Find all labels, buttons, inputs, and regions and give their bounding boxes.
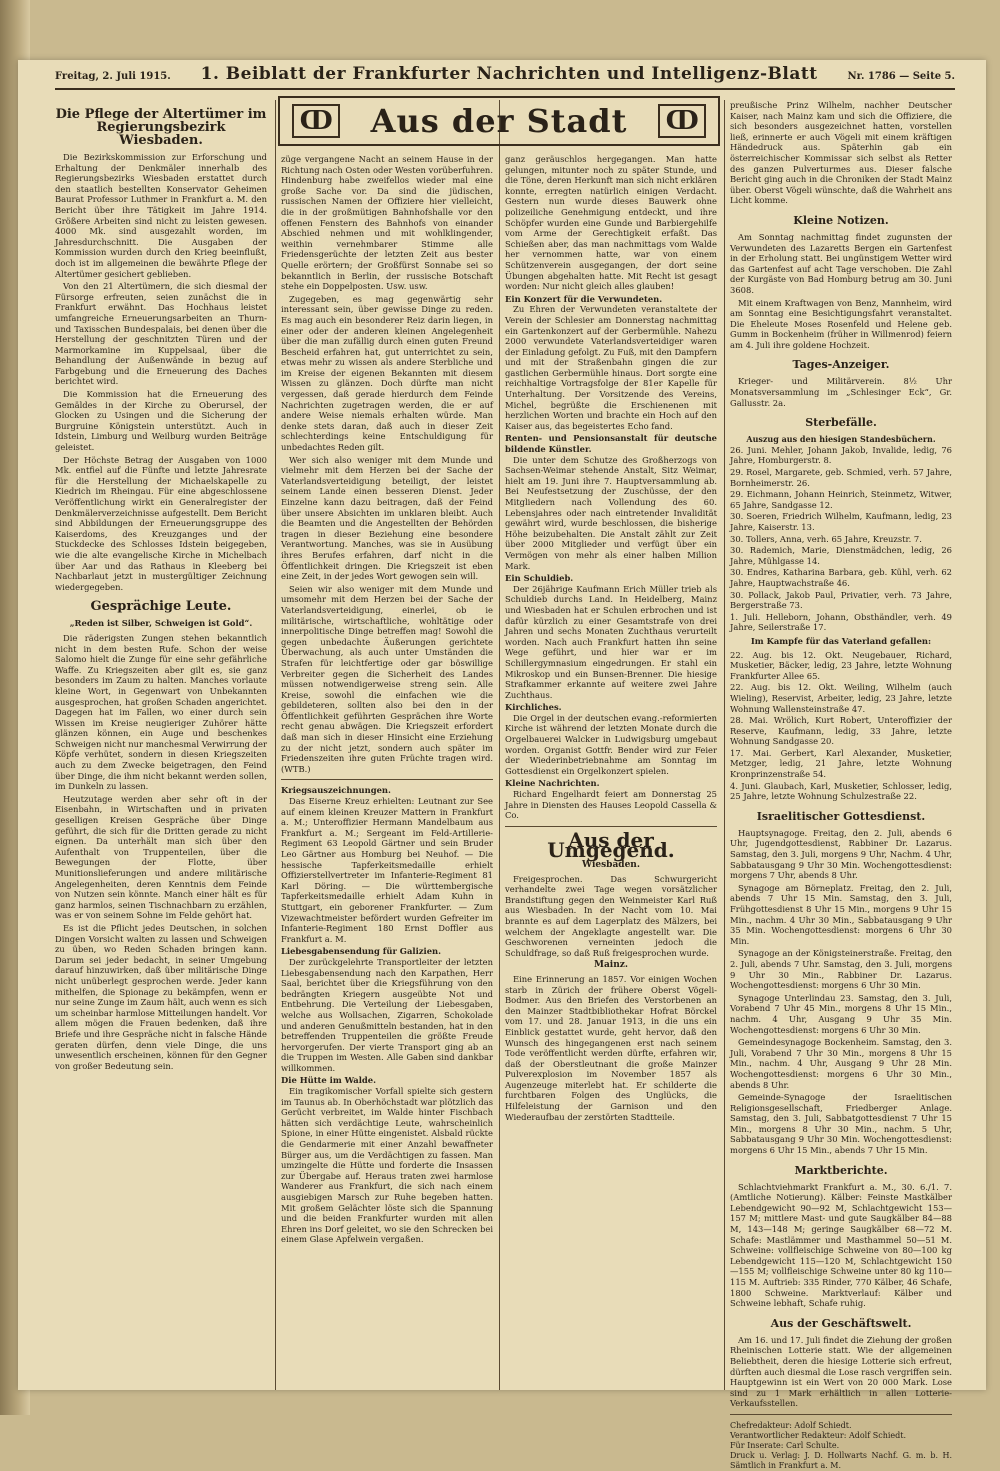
- article-title: Kriegsauszeichnungen.: [281, 785, 391, 796]
- article-paragraph: Der 26jährige Kaufmann Erich Müller trieb als Schuldieb durchs Land. In Heidelberg, Mainz und Wiesbaden hat er Schulen erbrochen und ist dafür kürzlich zu einer Gesamtstrafe von drei Jahren und sechs Monaten Zuchthaus verurteilt worden. Nach auch Frankfurt hatten ihn seine Wege geführt, und hier war er im Schillergymnasium eingedrungen. Er stahl ein Mikroskop und ein Bunsen-Brenner. Die hiesige Strafkammer erkannte auf weitere zwei Jahre Zuchthaus.: [505, 583, 717, 700]
- article-paragraph: Ein tragikomischer Vorfall spielte sich gestern im Taunus ab. In Oberhöchstadt war plötzlich das Gerücht verbreitet, im Walde hinter Fischbach hätten sich verdächtige Leute, wahrscheinlich Spione, in einer Hütte eingenistet. Alsbald rückte die Gendarmerie mit einer Anzahl bewaffneter Bürger aus, um die Verdächtigen zu fassen. Man umzingelte die Hütte und forderte die Insassen zur Übergabe auf. Heraus traten zwei harmlose Wanderer aus Frankfurt, die sich nach einem ausgiebigen Marsch zur Ruhe begeben hatten. Mit großem Gelächter löste sich die Spannung und die beiden Frankfurter wurden mit allen Ehren ins Dorf geleitet, wo sie den Schrecken bei einem Glase Apfelwein vergaßen.: [281, 1086, 493, 1245]
- article-paragraph: Die räderigsten Zungen stehen bekanntlich nicht in dem besten Rufe. Schon der weise Salomo hielt die Zunge für eine sehr gefährliche Waffe. Zu Kriegszeiten aber gilt es, sie ganz besonders im Zaum zu halten. Manches vorlaute kleine Wort, in Gegenwart von Unbekannten ausgesprochen, hat großen Schaden angerichtet. Dagegen hat im Fallen, wo einer durch sein Wissen im Kreise neugieriger Zuhörer hätte glänzen können, ein Auge und beschenkes Schweigen nicht nur manchesmal Verwirrung der Köpfe verhütet, sondern in diesen Kriegszeiten auch zu dem Zwecke beigetragen, den Feind über Dinge, die ihm nicht bekannt werden sollen, im Dunkeln zu lassen.: [55, 632, 267, 792]
- header-rule: [55, 88, 955, 90]
- article-paragraph: Das Eiserne Kreuz erhielten: Leutnant zur See auf einem kleinen Kreuzer Mattern in Frankfurt a. M.; Unteroffizier Hermann Mandelbaum aus Frankfurt a. M.; Sergeant im Feld-Artillerie-Regiment 63 Leopold Gärtner und sein Bruder Leo Gärtner aus Homburg bei Neuhof. — Die hessische Tapferkeitsmedaille erhielt Offizierstellvertreter im Infanterie-Regiment 81 Karl Döring. — Die württembergische Tapferkeitsmedaille erhielt Adam Kuhn in Stuttgart, ein geborener Frankfurter. — Zum Vizewachtmeister befördert wurden Gefreiter im Infanterie-Regiment 180 Ernst Doffler aus Frankfurt a. M.: [281, 796, 493, 944]
- column-rule: [499, 100, 500, 1390]
- list-item: 26. Juni. Mehler, Johann Jakob, Invalide, ledig, 76 Jahre, Homburgerstr. 8.: [730, 444, 952, 466]
- article-paragraph: Die Bezirkskommission zur Erforschung und Erhaltung der Denkmäler innerhalb des Regierungsbezirks Wiesbaden erstattet durch den staatlich bestellten Konservator Geheimen Baurat Professor Luthmer in Frankfurt a. M. den Bericht über ihre Tätigkeit im Jahre 1914. Größere Arbeiten sind nicht zu leisten gewesen. 4000 Mk. sind ausgezahlt worden, im Jahresdurchschnitt. Die Ausgaben der Kommission wurden durch den Krieg beeinflußt, doch ist im allgemeinen die bewährte Pflege der Altertümer gesichert geblieben.: [55, 152, 267, 279]
- article-paragraph: preußische Prinz Wilhelm, nachher Deutscher Kaiser, nach Mainz kam und sich die Offiziere, die sich besonders ausgezeichnet hatten, vorstellen ließ, erinnerte er auch Vögeli mit einem kräftigen Händedruck aus. Späterhin gab ein österreichischer Kommissar sich selbst als Retter des ganzen Pulverturmes aus. Dieser falsche Bericht ging auch in die Chroniken der Stadt Mainz über. Oberst Vögeli wünschte, daß die Wahrheit ans Licht komme.: [730, 100, 952, 206]
- list-item: 30. Tollers, Anna, verh. 65 Jahre, Kreuzstr. 7.: [730, 533, 922, 544]
- article-title: Sterbefälle.: [805, 416, 877, 430]
- divider: [505, 826, 717, 827]
- article-title: Die Pflege der Altertümer im Regierungsbezirk Wiesbaden.: [55, 107, 267, 148]
- article-subtitle: Im Kampfe für das Vaterland gefallen:: [750, 635, 932, 646]
- imprint-line: Verantwortlicher Redakteur: Adolf Schiedt.: [730, 1430, 907, 1440]
- article-paragraph: Der Höchste Betrag der Ausgaben von 1000 Mk. entfiel auf die Fünfte und letzte Jahresrate für die Herstellung der Michaelskapelle zu Kiedrich im Rheingau. Für eine abgeschlossene Veröffentlichung wirkt ein Generalregister der Denkmälerverzeichnisse aufgestellt. Dem Bericht sind Abbildungen der Erneuerungsgruppe des Kaiserdoms, des Kreuzganges und der Stuckdecke des Schlosses Idstein beigegeben, wie die alte evangelische Kirche in Michelbach über Aar und das Rathaus in Kleeberg bei Nachbarlaut jetzt in mustergültiger Zeichnung wiedergegeben.: [55, 454, 267, 592]
- article-paragraph: Synagoge Unterlindau 23. Samstag, den 3. Juli, Vorabend 7 Uhr 45 Min., morgens 8 Uhr 15 Min., nachm. 4 Uhr, Ausgang 9 Uhr 35 Min. Wochengottesdienst: morgens 6 Uhr 30 Min.: [730, 992, 952, 1035]
- imprint-line: Druck u. Verlag: J. D. Hollwarts Nachf. G. m. b. H. Sämtlich in Frankfurt a. M.: [730, 1450, 952, 1470]
- article-paragraph: Es ist die Pflicht jedes Deutschen, in solchen Dingen Vorsicht walten zu lassen und Schweigen zu üben, wo Reden Schaden bringen kann. Darum sei jeder bedacht, in seiner Umgebung darauf hinzuwirken, daß über militärische Dinge nicht unüberlegt gesprochen werde. Jeder kann mithelfen, die Spionage zu bekämpfen, wenn er nur seine Zunge im Zaum hält, auch wenn es sich um scheinbar harmlose Mitteilungen handelt. Vor allem mögen die Frauen bedenken, daß ihre Briefe und ihre Gespräche nicht in falsche Hände geraten dürfen, denn viele Dinge, die uns unwesentlich erscheinen, können für den Gegner von großer Bedeutung sein.: [55, 922, 267, 1071]
- article-title: Ein Schuldieb.: [505, 573, 574, 584]
- article-paragraph: Eine Erinnerung an 1857. Vor einigen Wochen starb in Zürich der frühere Oberst Vögeli-Bodmer. Aus den Briefen des Verstorbenen an den Mainzer Stadtbibliothekar Hofrat Börckel vom 17. und 28. Januar 1913, in die uns ein Einblick gestattet wurde, geht hervor, daß den Wunsch des hingegangenen erst nach seinem Tode veröffentlicht werden dürfte, erfahren wir, daß der Oberstleutnant die große Mainzer Pulverexplosion im November 1857 als Augenzeuge miterlebt hat. Er schilderte die furchtbaren Folgen des Unglücks, die Hilfeleistung der Garnison und den Wiederaufbau der zerstörten Stadtteile.: [505, 973, 717, 1122]
- ornament-icon: ↀ: [658, 104, 706, 138]
- section-subtitle: Wiesbaden.: [582, 860, 640, 870]
- list-item: 30. Soeren, Friedrich Wilhelm, Kaufmann, ledig, 23 Jahre, Kaiserstr. 13.: [730, 511, 952, 532]
- article-paragraph: Synagoge am Börneplatz. Freitag, den 2. Juli, abends 7 Uhr 15 Min. Samstag, den 3. Juli, Frühgottesdienst 8 Uhr 15 Min., morgens 9 Uhr 15 Min., nachm. 4 Uhr 30 Min., Sabbatausgang 9 Uhr 35 Min. Wochengottesdienst: morgens 6 Uhr 30 Min.: [730, 882, 952, 946]
- article-paragraph: Seien wir also weniger mit dem Munde und umsomehr mit dem Herzen bei der Sache der Vaterlandsverteidigung, einerlei, ob ie militärische, wirtschaftliche, wohltätige oder innerpolitische Dinge betreffen mag! Sowohl die gegen unbedachte Äußerungen gerichtete Überwachung, als auch unter Umständen die Strafen für leichtfertige oder gar böswillige Verbreiter gegen die Sicherheit des Landes müssen notwendigerweise streng sein. Alle Kreise, sowohl die einfachen wie die gebildeteren, sollten also bei den in der Öffentlichkeit geführten Gesprächen ihre Worte recht genau abwägen. Die Kriegszeit erfordert daß man sich in dieser Hinsicht eine Erziehung zu der nicht jetzt, sondern auch später im Friedenszeiten ihre guten Früchte tragen wird. (WTB.): [281, 583, 493, 774]
- article-paragraph: Mit einem Kraftwagen von Benz, Mannheim, wird am Sonntag eine Besichtigungsfahrt veranstaltet. Die Eheleute Moses Rosenfeld und Helene geb. Gumm in Bockenheim (früher in Willmenrod) feiern am 4. Juli ihre goldene Hochzeit.: [730, 297, 952, 350]
- list-item: 17. Mai. Gerbert, Karl Alexander, Musketier, Metzger, ledig, 21 Jahre, letzte Wohnung Kronprinzenstraße 54.: [730, 747, 952, 780]
- list-item: 29. Rosel, Margarete, geb. Schmied, verh. 57 Jahre, Bornheimerstr. 26.: [730, 467, 952, 488]
- article-title: Marktberichte.: [794, 1163, 888, 1177]
- list-item: 28. Mai. Wrölich, Kurt Robert, Unteroffizier der Reserve, Kaufmann, ledig, 33 Jahre, letzte Wohnung Sandgasse 20.: [730, 715, 952, 747]
- article-title: Kleine Notizen.: [793, 213, 889, 227]
- article-paragraph: Gemeinde-Synagoge der Israelitischen Religionsgesellschaft, Friedberger Anlage. Samstag, den 3. Juli, Sabbatgottesdienst 7 Uhr 15 Min., morgens 8 Uhr 30 Min., nachm. 5 Uhr, Sabbatausgang 9 Uhr 30 Min. Wochengottesdienst: morgens 6 Uhr 15 Min., abends 7 Uhr 15 Min.: [730, 1092, 952, 1156]
- header-title: 1. Beiblatt der Frankfurter Nachrichten und Intelligenz-Blatt: [200, 64, 818, 84]
- imprint-line: Für Inserate: Carl Schulte.: [730, 1440, 840, 1450]
- column-2: [281, 154, 493, 1386]
- article-title: Aus der Geschäftswelt.: [770, 1316, 912, 1330]
- column-1: [55, 100, 267, 1385]
- section-subtitle: Mainz.: [593, 960, 628, 971]
- article-title: Renten- und Pensionsanstalt für deutsche bildende Künstler.: [505, 433, 717, 455]
- article-title: Liebesgabensendung für Galizien.: [281, 946, 442, 957]
- article-paragraph: Von den 21 Altertümern, die sich diesmal der Fürsorge erfreuten, seien zunächst die in Frankfurt erwähnt. Das Hochhaus leistet umfangreiche Erneuerungsarbeiten an Thurn- und Taxisschen Bundespalais, bei denen über die Herstellung der geschnitzten Türen und der Marmorkamine im Kuppelsaal, über die Behandlung der Außenwände in bezug auf Farbgebung und die Erneuerung des Daches berichtet wird.: [55, 281, 267, 387]
- article-paragraph: Krieger- und Militärverein. 8½ Uhr Monatsversammlung im „Schlesinger Eck“, Gr. Gallusstr. 2a.: [730, 376, 952, 408]
- article-paragraph: Der zurückgelehrte Transportleiter der letzten Liebesgabensendung nach den Karpathen, Herr Saal, berichtet über die Kriegsführung von den bedrängten Kriegern ausgeübte Not und Entbehrung. Die Verteilung der Liebesgaben, welche aus Wollsachen, Zigarren, Schokolade und anderen Genußmitteln bestanden, hat in den betreffenden Truppenteilen die größte Freude hervorgerufen. Der vierte Transport ging ab an die Truppen im Westen. Alle Gaben sind dankbar willkommen.: [281, 956, 493, 1073]
- article-paragraph: Zu Ehren der Verwundeten veranstaltete der Verein der Schlesier am Donnerstag nachmittag ein Gartenkonzert auf der Gerbermühle. Nahezu 2000 verwundete Vaterlandsverteidiger waren der Einladung gefolgt. Zu Fuß, mit den Dampfern und mit der Straßenbahn gingen die zur gastlichen Gerbermühle hinaus. Dort sorgte eine reichhaltige Vortragsfolge der 81er Kapelle für Unterhaltung. Der Vorsitzende des Vereins, Michel, begrüßte die Erschienenen mit herzlichen Worten und brachte ein Hoch auf den Kaiser aus, das begeistertes Echo fand.: [505, 304, 717, 431]
- article-subtitle: „Reden ist Silber, Schweigen ist Gold“.: [69, 618, 253, 629]
- list-item: 30. Endres, Katharina Barbara, geb. Kühl, verh. 62 Jahre, Hauptwachstraße 46.: [730, 567, 952, 588]
- article-paragraph: Zugegeben, es mag gegenwärtig sehr interessant sein, über gewisse Dinge zu reden. Es mag auch ein besonderer Reiz darin liegen, in einer oder der anderen kleinen Angelegenheit über die man zufällig durch einen guten Freund Bescheid erfahren hat, gut unterrichtet zu sein, etwas mehr zu wissen als andere Sterbliche und im Kreise der eigenen Bekannten mit diesem Wissen zu glänzen. Doch dürfte man nicht vergessen, daß gerade hierdurch dem Feinde Nachrichten zugetragen werden, die er auf andere Weise niemals erhalten würde. Man denke stets daran, daß auch in dieser Zeit schlechterdings keine Entschuldigung für unbedachtes Reden gilt.: [281, 293, 493, 453]
- imprint-line: Chefredakteur: Adolf Schiedt.: [730, 1420, 852, 1430]
- article-paragraph: Heutzutage werden aber sehr oft in der Eisenbahn, in Wirtschaften und in privaten geselligen Kreisen Gespräche über Dinge geführt, die sich für die Dritten gerade zu nicht eignen. Da unterhält man sich über den Aufenthalt von Truppenteilen, über die Bewegungen der Flotte, über Munitionslieferungen und andere militärische Angelegenheiten, deren Kenntnis dem Feinde von Nutzen sein könnte. Manch einer hält es für ganz harmlos, seinen Tischnachbarn zu erzählen, was er von seinem Sohne im Felde gehört hat.: [55, 793, 267, 921]
- column-3: [505, 154, 717, 1386]
- article-subtitle: Auszug aus den hiesigen Standesbüchern.: [746, 434, 936, 445]
- article-paragraph: Am Sonntag nachmittag findet zugunsten der Verwundeten des Lazaretts Bergen ein Gartenfest in der Erholung statt. Bei ungünstigem Wetter wird das Gartenfest auf acht Tage verschoben. Die Zahl der Kurgäste von Bad Homburg betrug am 30. Juni 3608.: [730, 231, 952, 295]
- list-item: 4. Juni. Glaubach, Karl, Musketier, Schlosser, ledig, 25 Jahre, letzte Wohnung Schulzestraße 22.: [730, 780, 952, 802]
- article-paragraph: Synagoge an der Königsteinerstraße. Freitag, den 2. Juli, abends 7 Uhr. Samstag, den 3. Juli, morgens 9 Uhr 30 Min., Rabbiner Dr. Lazarus. Wochengottesdienst: morgens 6 Uhr 30 Min.: [730, 948, 952, 991]
- article-paragraph: Die Kommission hat die Erneuerung des Gemäldes in der Kirche zu Oberursel, der Glocken zu Usingen und die Sicherung der Burgruine Königstein unterstützt. Auch in Idstein, Limburg und Weilburg wurden Beiträge geleistet.: [55, 389, 267, 453]
- section-title: Aus der Umgegend.: [547, 827, 675, 863]
- article-title: Kirchliches.: [505, 702, 562, 713]
- page-header: [55, 64, 955, 86]
- article-title: Gesprächige Leute.: [90, 599, 232, 615]
- article-title: Die Hütte im Walde.: [281, 1075, 377, 1086]
- imprint: [730, 1421, 952, 1471]
- header-page-number: Nr. 1786 — Seite 5.: [847, 71, 955, 82]
- article-paragraph: ganz geräuschlos hergegangen. Man hatte gelungen, mitunter noch zu später Stunde, und die Töne, deren Herkunft man sich nicht erklären konnte, erregten natürlich einigen Verdacht. Gestern nun wurde dieses Bauwerk ohne polizeiliche Genehmigung entdeckt, und ihre Schöpfer wurden eine Gunde und Barbiergehilfe vom Arme der Gerechtigkeit erfaßt. Das Schießen aber, das man nachmittags vom Walde her vernommen hatte, war von einem Schützenverein ausgegangen, der dort seine Übungen abgehalten hatte. Mit Recht ist gesagt worden: Nur nicht gleich alles glauben!: [505, 154, 717, 292]
- column-rule: [724, 100, 725, 1390]
- column-rule: [275, 100, 276, 1390]
- article-paragraph: Freigesprochen. Das Schwurgericht verhandelte zwei Tage wegen vorsätzlicher Brandstiftung gegen den Weinmeister Karl Ruß aus Wiesbaden. In der Nacht vom 10. Mai brannte es auf dem Lagerplatz des Mälzers, bei welchem der Angeklagte angestellt war. Die Geschworenen verneinten jedoch die Schuldfrage, so daß Ruß freigesprochen wurde.: [505, 873, 717, 958]
- list-item: 30. Rademich, Marie, Dienstmädchen, ledig, 26 Jahre, Mühlgasse 14.: [730, 545, 952, 566]
- article-paragraph: Schlachtviehmarkt Frankfurt a. M., 30. 6./1. 7. (Amtliche Notierung). Kälber: Feinste Mastkälber Lebendgewicht 90—92 M, Schlachtgewicht 153—157 M; mittlere Mast- und gute Saugkälber 84—88 M, 143—148 M; geringe Saugkälber 68—72 M. Schafe: Mastlämmer und Masthammel 50—51 M. Schweine: vollfleischige Schweine von 80—100 kg Lebendgewicht 115—120 M, Schlachtgewicht 150—155 M; vollfleischige Schweine unter 80 kg 110—115 M. Auftrieb: 335 Rinder, 770 Kälber, 46 Schafe, 1800 Schweine. Marktverlauf: Kälber und Schweine lebhaft, Schafe ruhig.: [730, 1181, 952, 1309]
- article-title: Ein Konzert für die Verwundeten.: [505, 293, 663, 304]
- column-4: [730, 100, 952, 1470]
- divider: [730, 1414, 952, 1415]
- list-item: 22. Aug. bis 12. Okt. Neugebauer, Richard, Musketier, Bäcker, ledig, 23 Jahre, letzte Wohnung Frankfurter Allee 65.: [730, 649, 952, 681]
- article-title: Kleine Nachrichten.: [505, 778, 600, 789]
- article-title: Israelitischer Gottesdienst.: [756, 809, 926, 823]
- header-date: Freitag, 2. Juli 1915.: [55, 71, 171, 82]
- list-item: 1. Juli. Helleborn, Johann, Obsthändler, verh. 49 Jahre, Seilerstraße 17.: [730, 611, 952, 633]
- section-banner: [278, 96, 720, 146]
- ornament-icon: ↀ: [292, 104, 340, 138]
- article-paragraph: Die unter dem Schutze des Großherzogs von Sachsen-Weimar stehende Anstalt, Sitz Weimar, hielt am 19. Juni ihre 7. Hauptversammlung ab. Bei Neufestsetzung der Zuschüsse, der den Mitgliedern nach Vollendung des 60. Lebensjahres oder nach eintretender Invalidität gewährt wird, wurde beschlossen, die bisherige Höhe beizubehalten. Die Anstalt zählt zur Zeit über 2000 Mitglieder und verfügt über ein Vermögen von mehr als einer halben Million Mark.: [505, 454, 717, 571]
- article-title: Tages-Anzeiger.: [792, 358, 890, 372]
- article-paragraph: Gemeindesynagoge Bockenheim. Samstag, den 3. Juli, Vorabend 7 Uhr 30 Min., morgens 8 Uhr 15 Min., nachm. 4 Uhr, Ausgang 9 Uhr 28 Min. Wochengottesdienst: morgens 6 Uhr 30 Min., abends 8 Uhr.: [730, 1037, 952, 1090]
- article-paragraph: Richard Engelhardt feiert am Donnerstag 25 Jahre in Diensten des Hauses Leopold Cassella & Co.: [505, 789, 717, 821]
- article-paragraph: züge vergangene Nacht an seinem Hause in der Richtung nach Osten oder Westen vorüberfuhren. Hindenburg habe zweifellos wieder mal eine große Sache vor. Da sind die jüdischen, russischen Namen der Offiziere hier vielleicht, die in der großmütigen Bahnhofshalle vor den offenen Fenstern des Bahnhofs von einander Abschied nehmen und mit wohlklingender, weithin vernehmbarer Stimme alle Friedensgerüchte der letzten Zeit aus bester Quelle erörtern; der Großfürst Sonnabe sei so bekanntlich in Berlin, der russische Botschaft stehe ein Doppelposten. Usw. usw.: [281, 154, 493, 292]
- article-paragraph: Hauptsynagoge. Freitag, den 2. Juli, abends 6 Uhr, Jugendgottesdienst, Rabbiner Dr. Lazarus. Samstag, den 3. Juli, morgens 9 Uhr, Nachm. 4 Uhr, Sabbatausgang 9 Uhr 30 Min. Wochengottesdienst: morgens 7 Uhr, abends 8 Uhr.: [730, 827, 952, 881]
- article-paragraph: Die Orgel in der deutschen evang.-reformierten Kirche ist während der letzten Monate durch die Orgelbauerei Walcker in Ludwigsburg umgebaut worden. Organist Gottfr. Bender wird zur Feier der Wiederinbetriebnahme am Sonntag im Gottesdienst ein Orgelkonzert spielen.: [505, 712, 717, 776]
- article-paragraph: Am 16. und 17. Juli findet die Ziehung der großen Rheinischen Lotterie statt. Wie der allgemeinen Beliebtheit, deren die hiesige Lotterie sich erfreut, dürften auch diesmal die Lose rasch vergriffen sein. Hauptgewinn ist ein Wert von 20 000 Mark. Lose sind zu 1 Mark erhältlich in allen Lotterie-Verkaufsstellen.: [730, 1334, 952, 1409]
- list-item: 30. Pollack, Jakob Paul, Privatier, verh. 73 Jahre, Bergerstraße 73.: [730, 589, 952, 611]
- list-item: 29. Eichmann, Johann Heinrich, Steinmetz, Witwer, 65 Jahre, Sandgasse 12.: [730, 489, 952, 510]
- divider: [281, 779, 493, 780]
- list-item: 22. Aug. bis 12. Okt. Weiling, Wilhelm (auch Wieling), Reservist, Arbeiter, ledig, 23 Jahre, letzte Wohnung Wallensteinstraße 47.: [730, 682, 952, 714]
- article-paragraph: Wer sich also weniger mit dem Munde und vielmehr mit dem Herzen bei der Sache der Vaterlandsverteidigung beteiligt, der leistet seinem Lande einen besseren Dienst. Jeder Einzelne kann dazu beitragen, daß der Feind über unsere Absichten im unklaren bleibt. Auch die Beamten und die Angestellten der Behörden tragen in dieser Beziehung eine besondere Verantwortung. Manches, was sie in Ausübung ihres Berufes erfahren, darf nicht in die Öffentlichkeit dringen. Die Kriegszeit ist eben eine Zeit, in der jedes Wort gewogen sein will.: [281, 454, 493, 582]
- death-list: [730, 445, 952, 633]
- banner-title: Aus der Stadt: [370, 102, 628, 140]
- fallen-list: [730, 650, 952, 802]
